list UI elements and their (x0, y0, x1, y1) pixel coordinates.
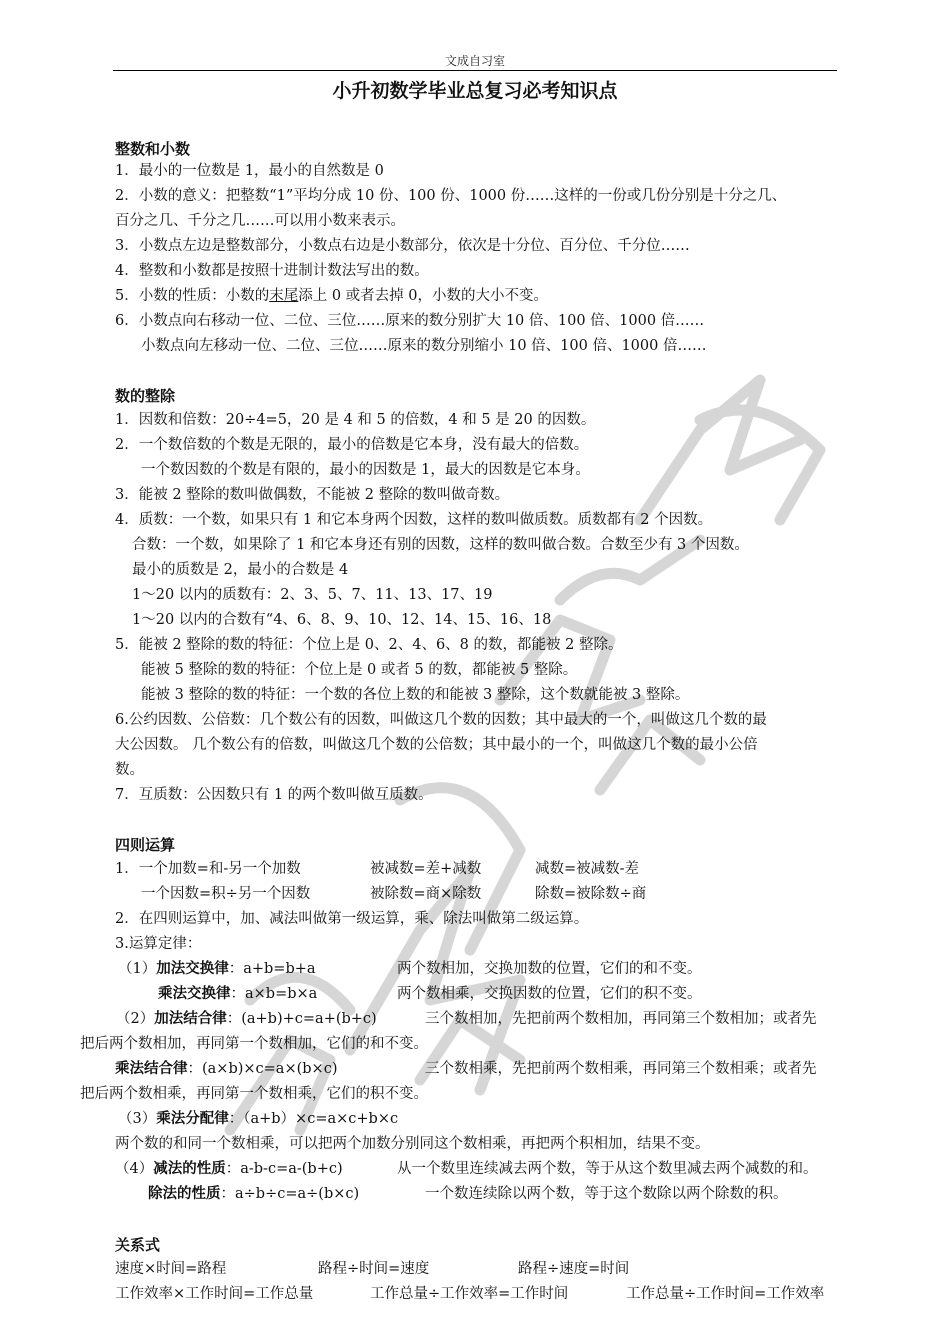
text-line: 百分之几、千分之几……可以用小数来表示。 (115, 213, 405, 229)
text-line: 路程÷时间=速度 (318, 1261, 430, 1277)
underlined-term: 末尾 (269, 288, 299, 304)
text-segment: （4） (115, 1161, 154, 1177)
text-line: 1．最小的一位数是 1，最小的自然数是 0 (115, 163, 384, 179)
text-line: 2．在四则运算中，加、减法叫做第一级运算，乘、除法叫做第二级运算。 (115, 911, 589, 927)
law-name: 减法的性质 (153, 1161, 226, 1177)
text-line: 小数点向左移动一位、二位、三位……原来的数分别缩小 10 倍、100 倍、1000 倍…… (141, 338, 707, 354)
text-line: 5．能被 2 整除的数的特征：个位上是 0、2、4、6、8 的数，都能被 2 整除。 (115, 637, 623, 653)
law-formula: ：a÷b÷c=a÷(b×c) (220, 1186, 360, 1202)
text-line: 除数=被除数÷商 (535, 886, 647, 902)
law-name: 乘法交换律 (158, 986, 231, 1002)
law-line-multiplication-associative (115, 1059, 337, 1079)
text-segment: （2） (116, 1011, 155, 1027)
text-line: 4．整数和小数都是按照十进制计数法写出的数。 (115, 263, 429, 279)
text-line: 3．能被 2 整除的数叫做偶数，不能被 2 整除的数叫做奇数。 (115, 487, 510, 503)
text-segment: 5．小数的性质：小数的 (115, 288, 270, 304)
law-description: 两个数相加，交换加数的位置，它们的和不变。 (397, 961, 702, 977)
text-line: 减数=被减数-差 (535, 861, 640, 877)
law-description: 两个数相乘，交换因数的位置，它们的积不变。 (397, 986, 702, 1002)
text-line: 1～20 以内的质数有：2、3、5、7、11、13、17、19 (132, 587, 493, 603)
law-name: 乘法结合律 (115, 1061, 188, 1077)
section-heading-integers-decimals: 整数和小数 (115, 140, 191, 158)
law-formula: ：a×b=b×a (230, 986, 318, 1002)
text-line: 工作总量÷工作效率=工作时间 (370, 1286, 569, 1302)
text-line: 一个因数=积÷另一个因数 (141, 886, 311, 902)
law-description: 从一个数里连续减去两个数，等于从这个数里减去两个减数的和。 (397, 1161, 818, 1177)
text-line: 合数：一个数，如果除了 1 和它本身还有别的因数，这样的数叫做合数。合数至少有 3 个因数。 (132, 537, 749, 553)
law-line-subtraction-property (115, 1159, 343, 1179)
law-name: 除法的性质 (148, 1186, 221, 1202)
text-line: 4．质数：一个数，如果只有 1 和它本身两个因数，这样的数叫做质数。质数都有 2 个因数。 (115, 512, 713, 528)
law-formula: ：(a+b)+c=a+(b+c) (226, 1011, 377, 1027)
law-formula: ：a-b-c=a-(b+c) (225, 1161, 343, 1177)
law-name: 加法结合律 (154, 1011, 227, 1027)
law-formula: ：（a+b）×c=a×c+b×c (228, 1111, 399, 1127)
text-line: 数。 (115, 762, 144, 778)
text-segment: （3） (118, 1111, 157, 1127)
law-line-division-property (148, 1184, 359, 1204)
law-line-multiplication-commutative (158, 984, 317, 1004)
text-line: 最小的质数是 2，最小的合数是 4 (132, 562, 349, 578)
text-line: 被除数=商×除数 (370, 886, 482, 902)
text-line: 速度×时间=路程 (115, 1261, 227, 1277)
law-description: 三个数相加，先把前两个数相加，再同第三个数相加；或者先 (425, 1011, 817, 1027)
law-formula: ：a+b=b+a (228, 961, 316, 977)
text-line: 1．因数和倍数：20÷4=5，20 是 4 和 5 的倍数，4 和 5 是 20 的因数。 (115, 412, 596, 428)
law-name: 乘法分配律 (156, 1111, 229, 1127)
section-heading-arithmetic: 四则运算 (115, 836, 176, 854)
text-line: 能被 3 整除的数的特征：一个数的各位上数的和能被 3 整除，这个数就能被 3 整除。 (141, 687, 690, 703)
text-line: 3.运算定律： (115, 936, 202, 952)
law-line-addition-commutative (118, 959, 316, 979)
law-description: 把后两个数相乘，再同第一个数相乘，它们的积不变。 (80, 1086, 428, 1102)
section-heading-relations: 关系式 (115, 1236, 161, 1254)
text-segment: 添上 0 或者去掉 0，小数的大小不变。 (298, 288, 549, 304)
text-line: 工作总量÷工作时间=工作效率 (626, 1286, 825, 1302)
text-line: 1．一个加数=和-另一个加数 (115, 861, 301, 877)
law-name: 加法交换律 (156, 961, 229, 977)
header-text: 文成自习室 (444, 54, 505, 68)
law-description: 把后两个数相加，再同第一个数相加，它们的和不变。 (80, 1036, 428, 1052)
text-line: 3．小数点左边是整数部分，小数点右边是小数部分，依次是十分位、百分位、千分位…… (115, 238, 690, 254)
text-line: 路程÷速度=时间 (518, 1261, 630, 1277)
text-segment: （1） (118, 961, 157, 977)
header-rule (113, 70, 837, 71)
text-line: 大公因数。 几个数公有的倍数，叫做这几个数的公倍数；其中最小的一个，叫做这几个数的最小公倍 (115, 737, 758, 753)
text-line: 6．小数点向右移动一位、二位、三位……原来的数分别扩大 10 倍、100 倍、1000 倍…… (115, 313, 705, 329)
section-heading-divisibility: 数的整除 (115, 387, 176, 405)
text-line (115, 286, 548, 306)
text-line: 2．小数的意义：把整数“1”平均分成 10 份、100 份、1000 份……这样的一份或几份分别是十分之几、 (115, 188, 787, 204)
text-line: 工作效率×工作时间=工作总量 (115, 1286, 314, 1302)
text-line: 2．一个数倍数的个数是无限的，最小的倍数是它本身，没有最大的倍数。 (115, 437, 589, 453)
law-description: 三个数相乘，先把前两个数相乘，再同第三个数相乘；或者先 (425, 1061, 817, 1077)
text-line: 6.公约因数、公倍数：几个数公有的因数，叫做这几个数的因数；其中最大的一个，叫做这几个数的最 (115, 712, 767, 728)
law-formula: ：(a×b)×c=a×(b×c) (187, 1061, 338, 1077)
text-line: 能被 5 整除的数的特征：个位上是 0 或者 5 的数，都能被 5 整除。 (141, 662, 578, 678)
law-line-distributive (118, 1109, 398, 1129)
law-description: 一个数连续除以两个数，等于这个数除以两个除数的积。 (425, 1186, 788, 1202)
text-line: 一个数因数的个数是有限的，最小的因数是 1，最大的因数是它本身。 (141, 462, 590, 478)
document-title: 小升初数学毕业总复习必考知识点 (332, 80, 618, 102)
text-line: 7．互质数：公因数只有 1 的两个数叫做互质数。 (115, 787, 433, 803)
text-line: 1～20 以内的合数有“4、6、8、9、10、12、14、15、16、18 (132, 612, 552, 628)
law-description: 两个数的和同一个数相乘，可以把两个加数分别同这个数相乘，再把两个积相加，结果不变。 (115, 1136, 710, 1152)
text-line: 被减数=差+减数 (370, 861, 482, 877)
law-line-addition-associative (116, 1009, 377, 1029)
